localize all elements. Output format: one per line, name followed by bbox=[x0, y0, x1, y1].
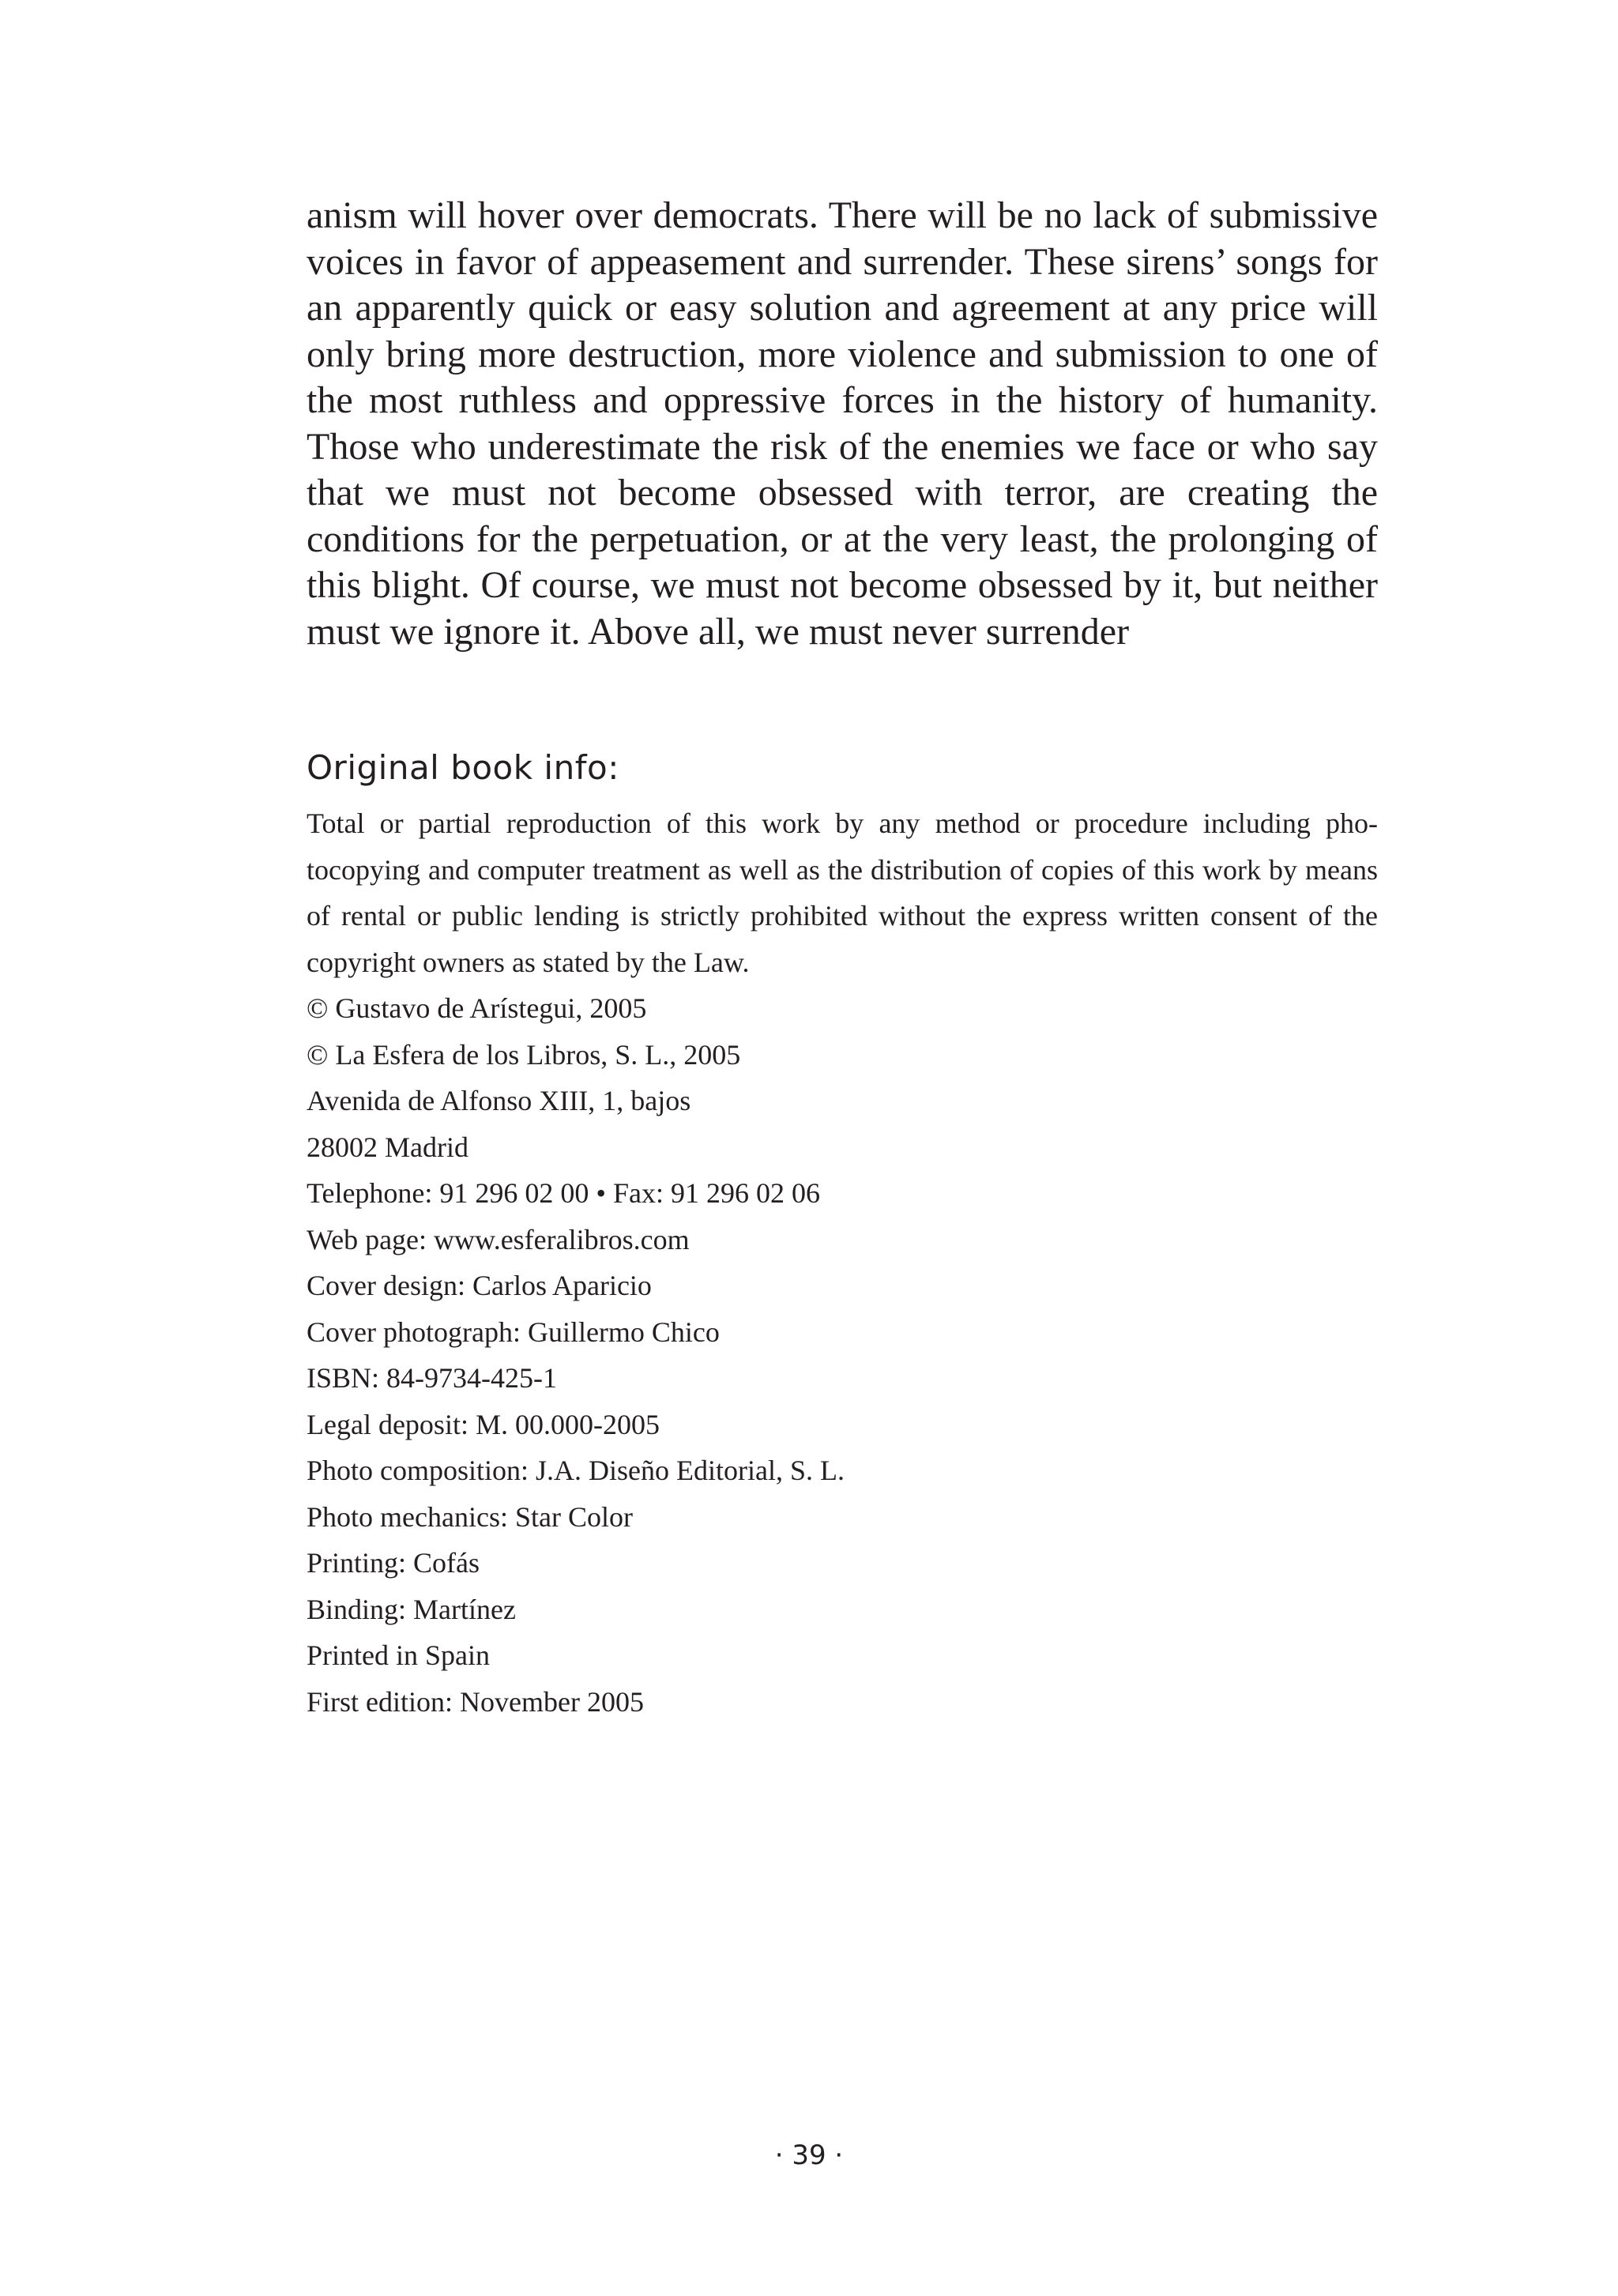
info-line-city: 28002 Madrid bbox=[307, 1131, 468, 1163]
info-line-legal-deposit: Legal deposit: M. 00.000-2005 bbox=[307, 1408, 660, 1440]
info-line-cover-photograph: Cover photograph: Guillermo Chico bbox=[307, 1315, 720, 1348]
info-line-isbn: ISBN: 84-9734-425-1 bbox=[307, 1362, 557, 1394]
copyright-notice: Total or partial reproduction of this work by any method or procedure including photocopying and computer treatment as well as the distribution of copies of this work by means of rental or public lending is strictly prohibited without the express written consent of the copyright owners as stated by the Law. bbox=[307, 807, 1378, 978]
info-line-web-page: Web page: www.esferalibros.com bbox=[307, 1223, 690, 1255]
info-line-first-edition: First edition: November 2005 bbox=[307, 1685, 644, 1718]
body-paragraph: anism will hover over democrats. There will be no lack of submissive voices in favor of appeasement and surrender. These sirens’ songs for an apparently quick or easy solution and agreement at any price will only bring more destruction, more violence and submission to one of the most ruthless and oppressive forces in the history of humanity. Those who underestimate the risk of the enemies we face or who say that we must not become obsessed with terror, are creating the conditions for the perpetuation, or at the very least, the prolonging of this blight. Of course, we must not become obsessed by it, but neither must we ignore it. Above all, we must never surrender bbox=[307, 194, 1378, 653]
info-line-photo-composition: Photo composition: J.A. Diseño Editorial, S. L. bbox=[307, 1455, 845, 1486]
info-line-photo-mechanics: Photo mechanics: Star Color bbox=[307, 1500, 633, 1533]
book-info-heading: Original book info: bbox=[307, 748, 619, 787]
info-line-phone-fax: Telephone: 91 296 02 00 • Fax: 91 296 02 06 bbox=[307, 1177, 821, 1209]
page-number: · 39 · bbox=[774, 2140, 844, 2171]
book-info-list bbox=[307, 985, 845, 1725]
info-line-printing: Printing: Cofás bbox=[307, 1547, 480, 1579]
info-line-address: Avenida de Alfonso XIII, 1, bajos bbox=[307, 1085, 691, 1116]
info-line-printed-in: Printed in Spain bbox=[307, 1639, 490, 1671]
info-line-author-copyright: © Gustavo de Arístegui, 2005 bbox=[307, 992, 647, 1024]
info-line-binding: Binding: Martínez bbox=[307, 1593, 516, 1625]
info-line-cover-design: Cover design: Carlos Aparicio bbox=[307, 1270, 652, 1301]
info-line-publisher-copyright: © La Esfera de los Libros, S. L., 2005 bbox=[307, 1038, 741, 1071]
